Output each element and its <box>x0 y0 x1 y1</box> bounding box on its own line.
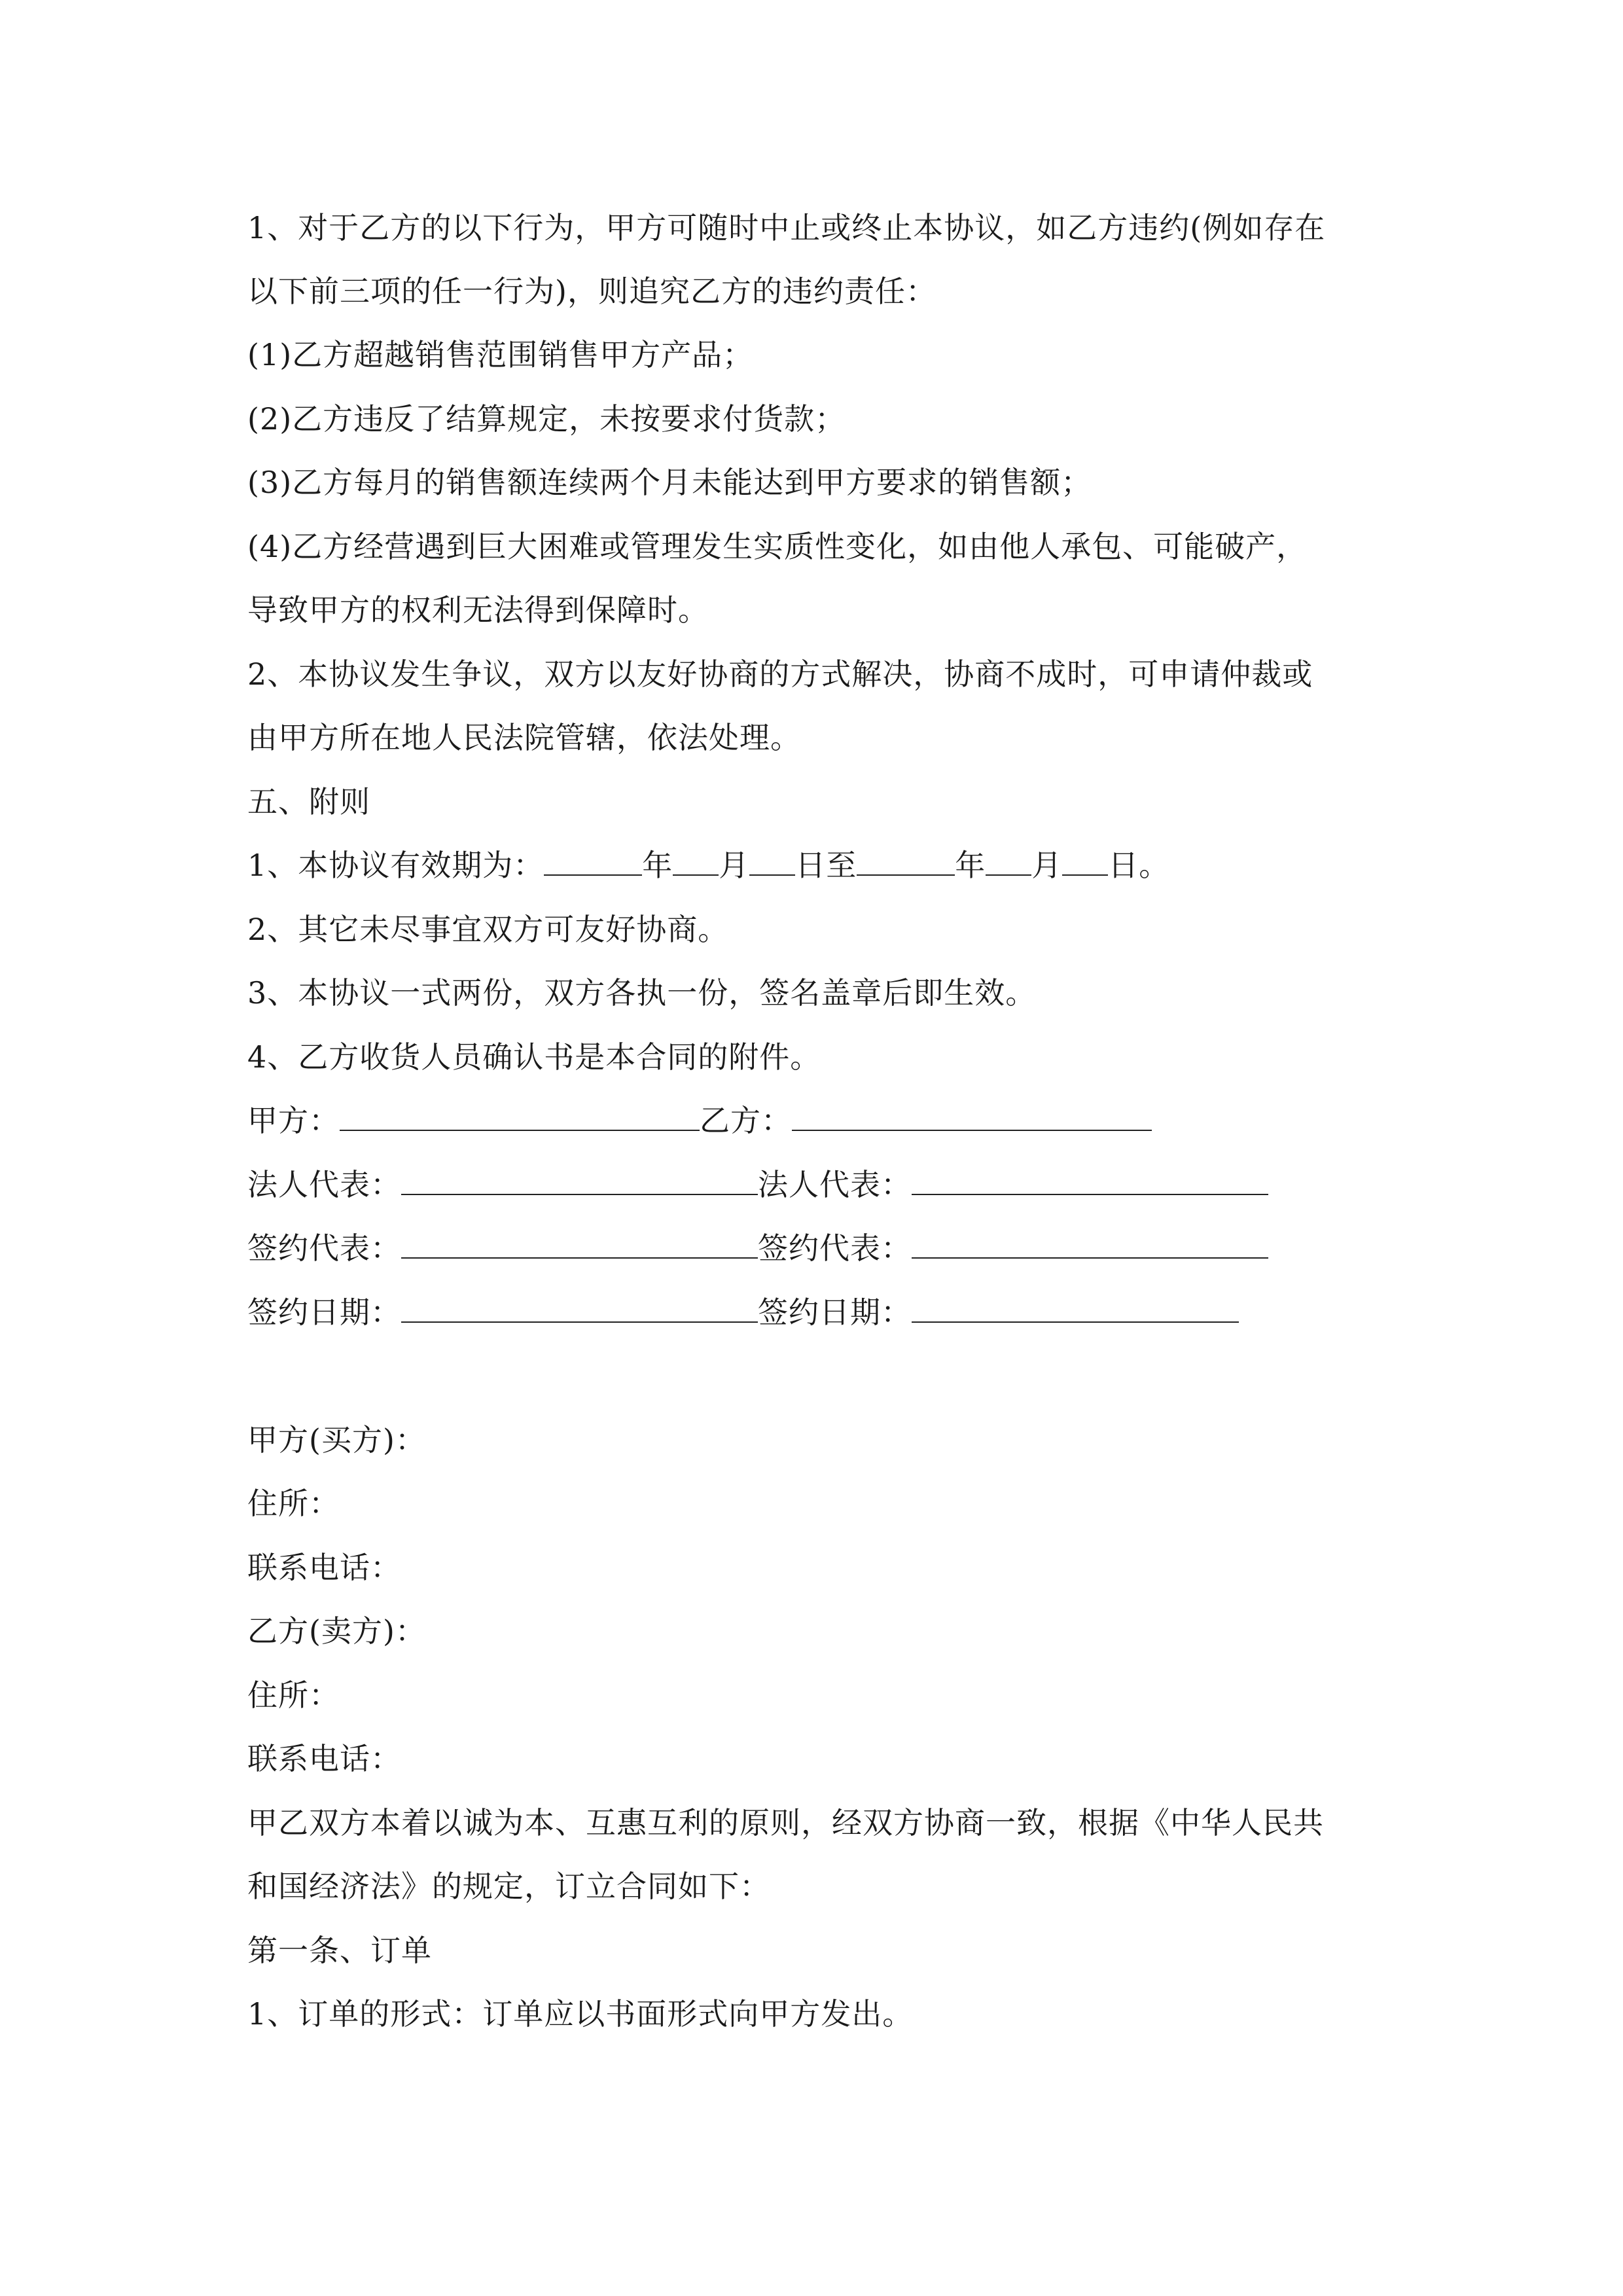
buyer-address-label: 住所： <box>247 1486 340 1521</box>
section-heading-appendix: 五、附则 <box>247 784 370 819</box>
appendix-item-4: 4、乙方收货人员确认书是本合同的附件。 <box>247 1039 821 1075</box>
breach-item-4-line-2: 导致甲方的权利无法得到保障时。 <box>247 592 709 628</box>
breach-item-4-line-1: (4)乙方经营遇到巨大困难或管理发生实质性变化，如由他人承包、可能破产， <box>247 529 1308 564</box>
validity-period-line <box>247 846 1169 885</box>
sign-rep-b-label: 签约代表： <box>758 1230 912 1266</box>
sign-rep-a-blank[interactable] <box>401 1231 758 1259</box>
sign-date-a-blank[interactable] <box>401 1295 758 1323</box>
buyer-phone-label: 联系电话： <box>247 1550 401 1585</box>
legal-rep-a-label: 法人代表： <box>247 1167 401 1202</box>
legal-rep-b-label: 法人代表： <box>758 1167 912 1202</box>
blank-start-day[interactable] <box>749 848 795 876</box>
signature-row-party <box>247 1101 1152 1140</box>
validity-year-end-label: 年 <box>955 848 986 883</box>
validity-day-end-label: 日。 <box>1108 848 1170 883</box>
sign-rep-a-label: 签约代表： <box>247 1230 401 1266</box>
party-a-label: 甲方： <box>247 1103 340 1138</box>
appendix-item-2: 2、其它未尽事宜双方可友好协商。 <box>247 912 729 947</box>
blank-start-month[interactable] <box>673 848 719 876</box>
sign-rep-b-blank[interactable] <box>912 1231 1268 1259</box>
preamble-line-2: 和国经济法》的规定，订立合同如下： <box>247 1869 770 1904</box>
legal-rep-a-blank[interactable] <box>401 1168 758 1195</box>
preamble-line-1: 甲乙双方本着以诚为本、互惠互利的原则，经双方协商一致，根据《中华人民共 <box>247 1805 1324 1840</box>
seller-phone-label: 联系电话： <box>247 1741 401 1776</box>
article-1-heading: 第一条、订单 <box>247 1933 432 1968</box>
sign-date-b-label: 签约日期： <box>758 1295 912 1330</box>
appendix-item-3: 3、本协议一式两份，双方各执一份，签名盖章后即生效。 <box>247 975 1037 1011</box>
signature-row-legal-rep <box>247 1165 1268 1204</box>
breach-item-2: (2)乙方违反了结算规定，未按要求付货款； <box>247 401 846 437</box>
blank-end-month[interactable] <box>986 848 1031 876</box>
party-b-blank[interactable] <box>792 1103 1152 1131</box>
validity-month-end-label: 月 <box>1031 848 1063 883</box>
buyer-label: 甲方(买方)： <box>247 1422 426 1458</box>
seller-label: 乙方(卖方)： <box>247 1613 426 1649</box>
dispute-clause-line-2: 由甲方所在地人民法院管辖，依法处理。 <box>247 720 801 755</box>
validity-year-label: 年 <box>642 848 673 883</box>
validity-day-to-label: 日至 <box>795 848 857 883</box>
seller-address-label: 住所： <box>247 1677 340 1713</box>
breach-clause-line-1: 1、对于乙方的以下行为，甲方可随时中止或终止本协议，如乙方违约(例如存在 <box>247 210 1326 245</box>
party-a-blank[interactable] <box>340 1103 700 1131</box>
breach-item-3: (3)乙方每月的销售额连续两个月未能达到甲方要求的销售额； <box>247 465 1092 500</box>
legal-rep-b-blank[interactable] <box>912 1168 1268 1195</box>
blank-start-year[interactable] <box>544 848 642 876</box>
breach-clause-line-2: 以下前三项的任一行为)，则追究乙方的违约责任： <box>247 274 936 309</box>
order-form-clause: 1、订单的形式：订单应以书面形式向甲方发出。 <box>247 1996 914 2032</box>
blank-end-year[interactable] <box>857 848 955 876</box>
sign-date-a-label: 签约日期： <box>247 1295 401 1330</box>
dispute-clause-line-1: 2、本协议发生争议，双方以友好协商的方式解决，协商不成时，可申请仲裁或 <box>247 656 1313 692</box>
validity-month-label: 月 <box>719 848 750 883</box>
validity-prefix: 1、本协议有效期为： <box>247 848 544 883</box>
signature-row-sign-rep <box>247 1229 1268 1268</box>
blank-end-day[interactable] <box>1062 848 1108 876</box>
breach-item-1: (1)乙方超越销售范围销售甲方产品； <box>247 337 754 372</box>
signature-row-sign-date <box>247 1293 1239 1332</box>
party-b-label: 乙方： <box>700 1103 792 1138</box>
sign-date-b-blank[interactable] <box>912 1295 1239 1323</box>
